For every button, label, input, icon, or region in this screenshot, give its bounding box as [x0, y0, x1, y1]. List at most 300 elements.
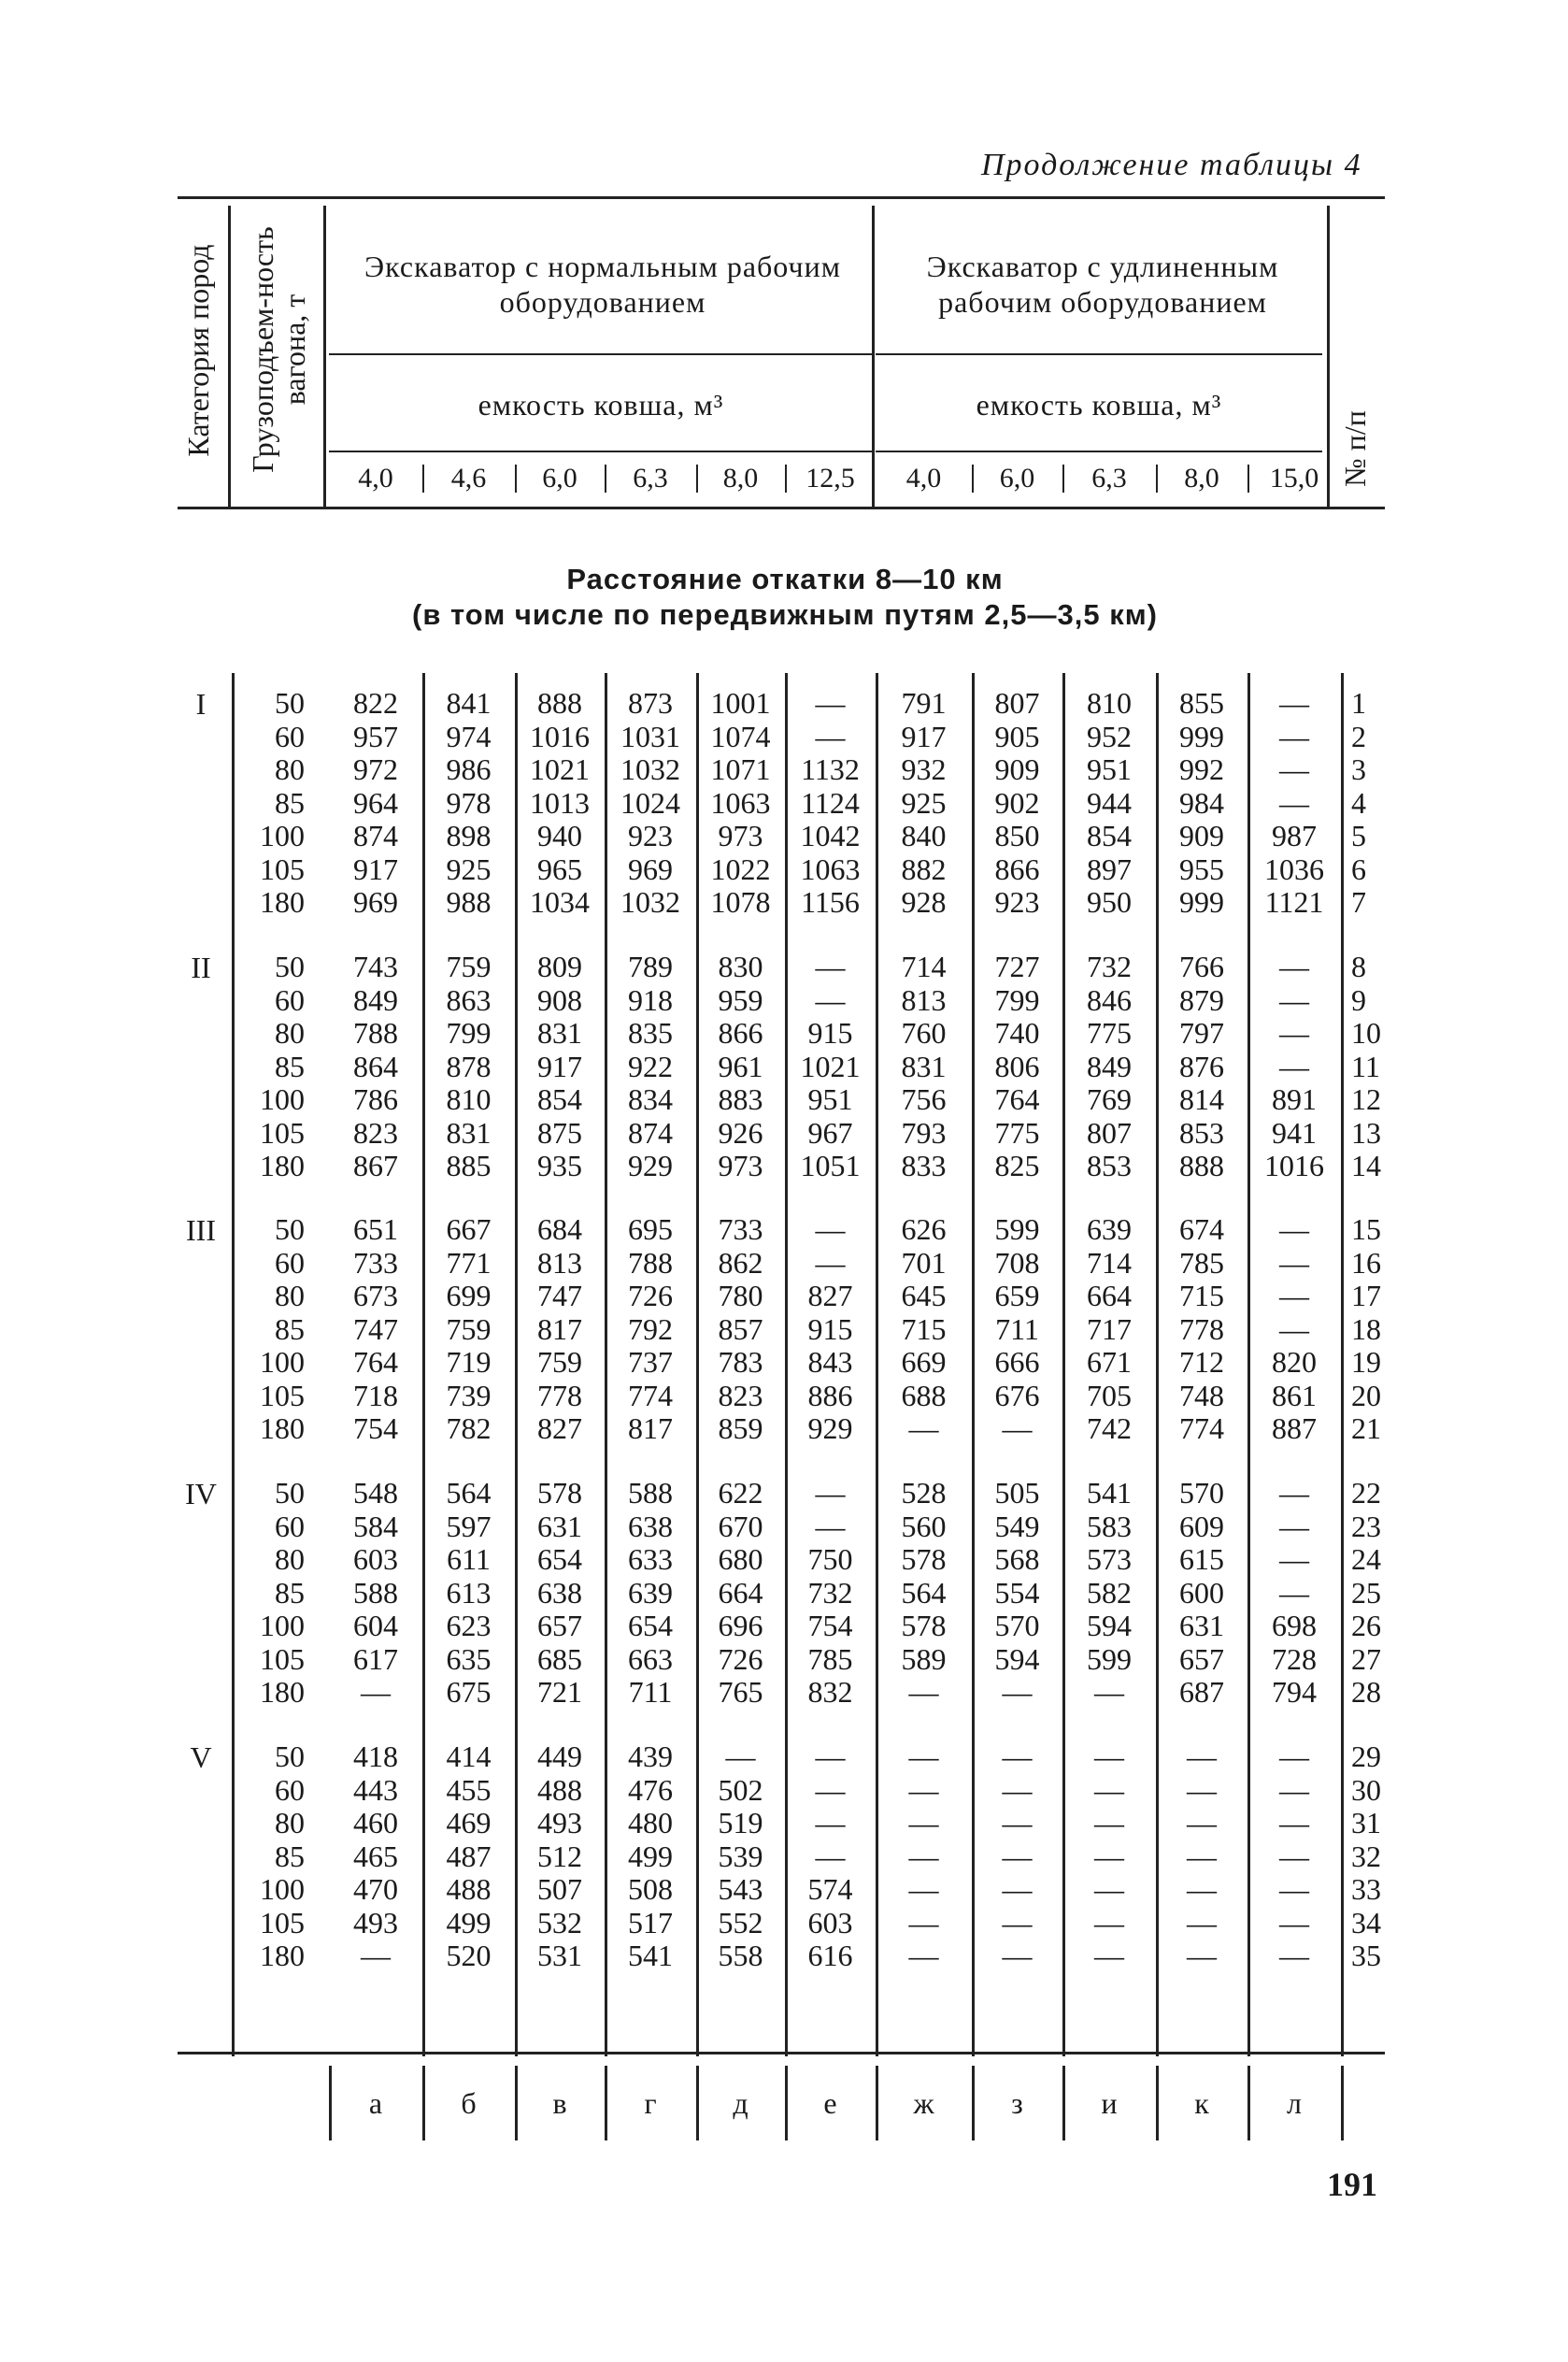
wagon-capacity: 180 — [260, 885, 305, 919]
bucket-extended-label: емкость ковша, м³ — [976, 388, 1222, 422]
table-cell: 961 — [718, 1049, 763, 1083]
table-cell: — — [1002, 1806, 1033, 1839]
table-cell: — — [815, 719, 846, 753]
table-cell: — — [1002, 1839, 1033, 1873]
table-cell: 664 — [1087, 1279, 1132, 1312]
table-cell: 499 — [628, 1839, 673, 1873]
table-cell: — — [1094, 1872, 1124, 1906]
table-cell: — — [1187, 1739, 1217, 1773]
table-cell: 909 — [994, 752, 1040, 786]
table-cell: 754 — [807, 1609, 853, 1642]
row-number: 21 — [1351, 1411, 1381, 1445]
table-cell: 733 — [718, 1212, 763, 1246]
table-cell: 539 — [718, 1839, 763, 1873]
row-number: 33 — [1351, 1872, 1381, 1906]
capacity-separator — [785, 465, 787, 493]
table-cell: 737 — [628, 1345, 673, 1379]
table-cell: — — [1279, 1872, 1309, 1906]
row-number: 25 — [1351, 1575, 1381, 1610]
table-cell: 541 — [628, 1939, 673, 1972]
table-cell: 986 — [446, 752, 492, 786]
table-cell: 645 — [901, 1279, 947, 1312]
table-cell: 1156 — [801, 885, 860, 919]
table-cell: 667 — [446, 1212, 492, 1246]
table-cell: 759 — [537, 1345, 582, 1379]
table-cell: 570 — [1179, 1476, 1224, 1510]
wagon-capacity: 80 — [275, 1806, 305, 1839]
table-cell: 633 — [628, 1542, 673, 1576]
table-cell: 623 — [446, 1609, 492, 1642]
row-number: 30 — [1351, 1772, 1381, 1807]
bucket-capacity-normal: 12,5 — [805, 463, 855, 494]
table-cell: 714 — [901, 950, 947, 983]
table-cell: 508 — [628, 1872, 673, 1906]
column-rule — [1341, 673, 1344, 2056]
wagon-capacity: 85 — [275, 785, 305, 820]
table-cell: — — [1279, 1839, 1309, 1873]
table-cell: — — [1279, 1509, 1309, 1543]
table-cell: 1124 — [801, 785, 860, 820]
table-cell: 984 — [1179, 785, 1224, 820]
section-title: Расстояние откатки 8—10 км — [566, 563, 1004, 595]
table-cell: 680 — [718, 1542, 763, 1576]
table-cell: — — [1094, 1905, 1124, 1940]
table-cell: 831 — [446, 1115, 492, 1150]
table-cell: — — [1094, 1739, 1124, 1773]
table-cell: 688 — [901, 1378, 947, 1412]
table-cell: 443 — [353, 1772, 398, 1807]
row-number: 27 — [1351, 1641, 1381, 1676]
table-cell: — — [815, 1739, 846, 1773]
table-cell: 950 — [1087, 885, 1132, 919]
table-cell: 520 — [446, 1939, 492, 1972]
table-cell: 733 — [353, 1245, 398, 1280]
table-cell: 891 — [1272, 1082, 1317, 1116]
table-cell: 840 — [901, 819, 947, 852]
wagon-capacity: 50 — [275, 686, 305, 720]
table-cell: 835 — [628, 1016, 673, 1050]
table-cell: 973 — [718, 819, 763, 852]
table-cell: — — [815, 1839, 846, 1873]
table-cell: 609 — [1179, 1509, 1224, 1543]
table-cell: 1016 — [1264, 1149, 1324, 1182]
table-cell: 499 — [446, 1905, 492, 1940]
row-number: 20 — [1351, 1378, 1381, 1412]
table-cell: — — [1279, 950, 1309, 983]
table-cell: 1016 — [530, 719, 590, 753]
table-cell: 923 — [994, 885, 1040, 919]
footer-rule — [178, 2052, 1385, 2054]
wagon-capacity: 100 — [260, 1082, 305, 1116]
table-cell: 698 — [1272, 1609, 1317, 1642]
table-cell: 657 — [1179, 1641, 1224, 1676]
bucket-capacity-extended: 4,0 — [905, 463, 942, 494]
table-cell: 1036 — [1264, 852, 1324, 886]
table-cell: 874 — [353, 819, 398, 852]
table-cell: 418 — [353, 1739, 398, 1773]
table-cell: 480 — [628, 1806, 673, 1839]
table-cell: 813 — [537, 1245, 582, 1280]
table-cell: 617 — [353, 1641, 398, 1676]
wagon-capacity: 85 — [275, 1575, 305, 1610]
table-cell: 616 — [807, 1939, 853, 1972]
wagon-capacity: 105 — [260, 1378, 305, 1412]
table-cell: 820 — [1272, 1345, 1317, 1379]
table-cell: — — [815, 1476, 846, 1510]
table-cell: 932 — [901, 752, 947, 786]
table-cell: 849 — [1087, 1049, 1132, 1083]
table-cell: 573 — [1087, 1542, 1132, 1576]
row-number: 18 — [1351, 1311, 1381, 1346]
table-cell: 1013 — [530, 785, 590, 820]
row-number: 11 — [1351, 1049, 1380, 1083]
bucket-capacity-normal: 6,3 — [633, 463, 668, 494]
table-cell: 833 — [901, 1149, 947, 1182]
table-cell: 721 — [537, 1675, 582, 1709]
table-cell: 831 — [901, 1049, 947, 1083]
table-cell: — — [1279, 1311, 1309, 1346]
table-cell: 764 — [994, 1082, 1040, 1116]
table-cell: 794 — [1272, 1675, 1317, 1709]
table-cell: 866 — [718, 1016, 763, 1050]
table-cell: 622 — [718, 1476, 763, 1510]
table-cell: 594 — [1087, 1609, 1132, 1642]
table-cell: 923 — [628, 819, 673, 852]
table-cell: 701 — [901, 1245, 947, 1280]
table-cell: 926 — [718, 1115, 763, 1150]
table-cell: 782 — [446, 1411, 492, 1445]
table-cell: 775 — [994, 1115, 1040, 1150]
table-cell: 766 — [1179, 950, 1224, 983]
wagon-capacity: 100 — [260, 1345, 305, 1379]
row-number: 4 — [1351, 785, 1366, 820]
table-cell: 558 — [718, 1939, 763, 1972]
table-cell: 866 — [994, 852, 1040, 886]
table-cell: — — [1279, 1049, 1309, 1083]
table-cell: 909 — [1179, 819, 1224, 852]
table-cell: — — [908, 1772, 939, 1807]
table-cell: 925 — [446, 852, 492, 886]
table-cell: 597 — [446, 1509, 492, 1543]
table-cell: — — [1094, 1939, 1124, 1972]
table-cell: 760 — [901, 1016, 947, 1050]
table-cell: 754 — [353, 1411, 398, 1445]
table-cell: — — [1002, 1411, 1033, 1445]
table-cell: — — [1002, 1739, 1033, 1773]
table-cell: 588 — [353, 1575, 398, 1610]
table-cell: 543 — [718, 1872, 763, 1906]
table-cell: 532 — [537, 1905, 582, 1940]
table-cell: — — [1279, 982, 1309, 1017]
table-cell: 806 — [994, 1049, 1040, 1083]
table-cell: 917 — [353, 852, 398, 886]
table-cell: 674 — [1179, 1212, 1224, 1246]
table-cell: 876 — [1179, 1049, 1224, 1083]
header-cap-rule-normal — [329, 451, 873, 452]
table-cell: — — [1002, 1772, 1033, 1807]
table-cell: — — [1002, 1905, 1033, 1940]
wagon-capacity: 60 — [275, 1509, 305, 1543]
table-cell: — — [1279, 1212, 1309, 1246]
rock-category: V — [190, 1740, 212, 1774]
capacity-separator — [696, 465, 698, 493]
table-cell: 788 — [353, 1016, 398, 1050]
row-number: 8 — [1351, 950, 1366, 983]
table-cell: 512 — [537, 1839, 582, 1873]
table-cell: 888 — [1179, 1149, 1224, 1182]
header-vertical-rule — [323, 206, 326, 507]
table-cell: 788 — [628, 1245, 673, 1280]
table-cell: 696 — [718, 1609, 763, 1642]
table-cell: 578 — [901, 1542, 947, 1576]
table-cell: — — [1279, 1245, 1309, 1280]
wagon-capacity: 180 — [260, 1149, 305, 1182]
row-number: 32 — [1351, 1839, 1381, 1873]
footer-column-rule — [1341, 2066, 1344, 2140]
table-cell: 759 — [446, 950, 492, 983]
table-cell: 1022 — [710, 852, 771, 886]
table-cell: 726 — [628, 1279, 673, 1312]
table-cell: 862 — [718, 1245, 763, 1280]
row-number: 29 — [1351, 1739, 1381, 1773]
table-cell: — — [1187, 1839, 1217, 1873]
table-cell: 600 — [1179, 1575, 1224, 1610]
table-cell: 941 — [1272, 1115, 1317, 1150]
table-cell: 739 — [446, 1378, 492, 1412]
row-number: 6 — [1351, 852, 1366, 886]
table-cell: 929 — [628, 1149, 673, 1182]
table-cell: 715 — [1179, 1279, 1224, 1312]
column-letter: к — [1194, 2086, 1209, 2120]
row-number: 17 — [1351, 1279, 1381, 1312]
table-cell: 972 — [353, 752, 398, 786]
table-cell: 1078 — [710, 885, 771, 919]
table-cell: 603 — [353, 1542, 398, 1576]
table-cell: — — [1279, 1542, 1309, 1576]
number-column-header: № п/п — [1338, 410, 1372, 487]
table-cell: 917 — [901, 719, 947, 753]
table-cell: 827 — [537, 1411, 582, 1445]
table-cell: — — [1094, 1675, 1124, 1709]
table-cell: 488 — [446, 1872, 492, 1906]
wagon-capacity: 100 — [260, 819, 305, 852]
table-cell: 663 — [628, 1641, 673, 1676]
table-cell: — — [1279, 1739, 1309, 1773]
table-cell: 695 — [628, 1212, 673, 1246]
table-cell: 717 — [1087, 1311, 1132, 1346]
table-cell: 813 — [901, 982, 947, 1017]
header-vertical-rule — [228, 206, 231, 507]
table-cell: 775 — [1087, 1016, 1132, 1050]
rock-category: I — [195, 687, 207, 721]
table-cell: 1074 — [710, 719, 771, 753]
table-cell: 928 — [901, 885, 947, 919]
table-cell: 882 — [901, 852, 947, 886]
table-cell: 1021 — [800, 1049, 861, 1083]
wagon-capacity: 60 — [275, 719, 305, 753]
table-cell: 988 — [446, 885, 492, 919]
table-cell: 855 — [1179, 686, 1224, 720]
table-cell: 834 — [628, 1082, 673, 1116]
table-cell: — — [908, 1411, 939, 1445]
table-cell: 785 — [1179, 1245, 1224, 1280]
table-cell: 712 — [1179, 1345, 1224, 1379]
table-cell: 817 — [537, 1311, 582, 1346]
wagon-capacity: 60 — [275, 1772, 305, 1807]
table-cell: 519 — [718, 1806, 763, 1839]
table-cell: 584 — [353, 1509, 398, 1543]
table-cell: 631 — [1179, 1609, 1224, 1642]
table-cell: 685 — [537, 1641, 582, 1676]
table-cell: 1032 — [620, 752, 680, 786]
wagon-capacity: 85 — [275, 1839, 305, 1873]
table-cell: 797 — [1179, 1016, 1224, 1050]
table-cell: 944 — [1087, 785, 1132, 820]
table-cell: 615 — [1179, 1542, 1224, 1576]
table-cell: 564 — [446, 1476, 492, 1510]
bucket-capacity-extended: 8,0 — [1184, 463, 1219, 494]
wagon-capacity: 60 — [275, 982, 305, 1017]
column-letter: в — [552, 2086, 567, 2120]
table-cell: — — [908, 1739, 939, 1773]
table-cell: 711 — [628, 1675, 673, 1709]
table-cell: 965 — [537, 852, 582, 886]
table-cell: — — [1002, 1939, 1033, 1972]
table-cell: 493 — [537, 1806, 582, 1839]
table-cell: 846 — [1087, 982, 1132, 1017]
table-cell: 505 — [994, 1476, 1040, 1510]
table-cell: — — [815, 1509, 846, 1543]
table-cell: 747 — [537, 1279, 582, 1312]
table-cell: 541 — [1087, 1476, 1132, 1510]
table-cell: 861 — [1272, 1378, 1317, 1412]
table-cell: 764 — [353, 1345, 398, 1379]
table-cell: 771 — [446, 1245, 492, 1280]
wagon-capacity: 85 — [275, 1049, 305, 1083]
table-cell: 864 — [353, 1049, 398, 1083]
table-cell: — — [1094, 1772, 1124, 1807]
table-cell: 705 — [1087, 1378, 1132, 1412]
table-cell: 470 — [353, 1872, 398, 1906]
table-cell: 742 — [1087, 1411, 1132, 1445]
wagon-capacity: 80 — [275, 752, 305, 786]
table-cell: 673 — [353, 1279, 398, 1312]
bucket-capacity-normal: 6,0 — [542, 463, 577, 494]
table-cell: 1024 — [620, 785, 680, 820]
table-cell: 822 — [353, 686, 398, 720]
table-cell: 1042 — [800, 819, 861, 852]
row-number: 22 — [1351, 1476, 1381, 1510]
table-cell: 699 — [446, 1279, 492, 1312]
table-cell: 915 — [807, 1016, 853, 1050]
wagon-capacity: 180 — [260, 1411, 305, 1445]
table-cell: 841 — [446, 686, 492, 720]
table-cell: 959 — [718, 982, 763, 1017]
wagon-capacity: 80 — [275, 1279, 305, 1312]
table-cell: 969 — [628, 852, 673, 886]
capacity-separator — [1062, 465, 1064, 493]
table-cell: 548 — [353, 1476, 398, 1510]
table-cell: — — [1187, 1806, 1217, 1839]
table-cell: 817 — [628, 1411, 673, 1445]
table-cell: 487 — [446, 1839, 492, 1873]
table-cell: 613 — [446, 1575, 492, 1610]
table-cell: 715 — [901, 1311, 947, 1346]
table-cell: 1031 — [620, 719, 680, 753]
table-cell: 578 — [537, 1476, 582, 1510]
table-cell: 929 — [807, 1411, 853, 1445]
header-bottom-rule — [178, 507, 1385, 509]
wagon-capacity: 50 — [275, 1212, 305, 1246]
table-cell: — — [815, 982, 846, 1017]
column-letter: е — [823, 2086, 837, 2120]
bucket-capacity-extended: 6,0 — [999, 463, 1035, 494]
table-cell: — — [815, 1212, 846, 1246]
table-cell: 789 — [628, 950, 673, 983]
column-letter: б — [461, 2086, 477, 2120]
table-cell: — — [1187, 1939, 1217, 1972]
table-cell: 902 — [994, 785, 1040, 820]
table-cell: 687 — [1179, 1675, 1224, 1709]
table-cell: 951 — [807, 1082, 853, 1116]
table-cell: 507 — [537, 1872, 582, 1906]
table-cell: 964 — [353, 785, 398, 820]
table-cell: 570 — [994, 1609, 1040, 1642]
row-number: 31 — [1351, 1806, 1381, 1839]
wagon-capacity: 105 — [260, 1905, 305, 1940]
row-number: 24 — [1351, 1542, 1381, 1576]
table-cell: 517 — [628, 1905, 673, 1940]
table-cell: 863 — [446, 982, 492, 1017]
header-top-rule — [178, 196, 1385, 199]
table-cell: — — [725, 1739, 756, 1773]
table-cell: 973 — [718, 1149, 763, 1182]
row-number: 1 — [1351, 686, 1366, 720]
row-number: 5 — [1351, 819, 1366, 852]
table-cell: 969 — [353, 885, 398, 919]
rock-category: III — [186, 1213, 216, 1247]
table-cell: 708 — [994, 1245, 1040, 1280]
table-cell: — — [908, 1839, 939, 1873]
table-cell: 886 — [807, 1378, 853, 1412]
table-cell: 654 — [628, 1609, 673, 1642]
table-cell: 651 — [353, 1212, 398, 1246]
rock-category: II — [191, 951, 211, 984]
table-cell: 792 — [628, 1311, 673, 1346]
table-cell: 783 — [718, 1345, 763, 1379]
table-cell: — — [1187, 1872, 1217, 1906]
table-cell: 925 — [901, 785, 947, 820]
table-cell: 1021 — [530, 752, 590, 786]
table-cell: 714 — [1087, 1245, 1132, 1280]
table-cell: — — [1094, 1806, 1124, 1839]
table-cell: 799 — [994, 982, 1040, 1017]
table-cell: 583 — [1087, 1509, 1132, 1543]
table-cell: 814 — [1179, 1082, 1224, 1116]
wagon-capacity: 105 — [260, 852, 305, 886]
table-cell: 785 — [807, 1641, 853, 1676]
table-cell: 631 — [537, 1509, 582, 1543]
table-cell: — — [1279, 1806, 1309, 1839]
header-mid-rule-extended — [876, 353, 1322, 355]
table-cell: 531 — [537, 1939, 582, 1972]
wagon-capacity: 80 — [275, 1542, 305, 1576]
table-cell: 807 — [1087, 1115, 1132, 1150]
table-cell: — — [1279, 1476, 1309, 1510]
table-cell: 922 — [628, 1049, 673, 1083]
table-cell: 588 — [628, 1476, 673, 1510]
wagon-capacity: 105 — [260, 1115, 305, 1150]
